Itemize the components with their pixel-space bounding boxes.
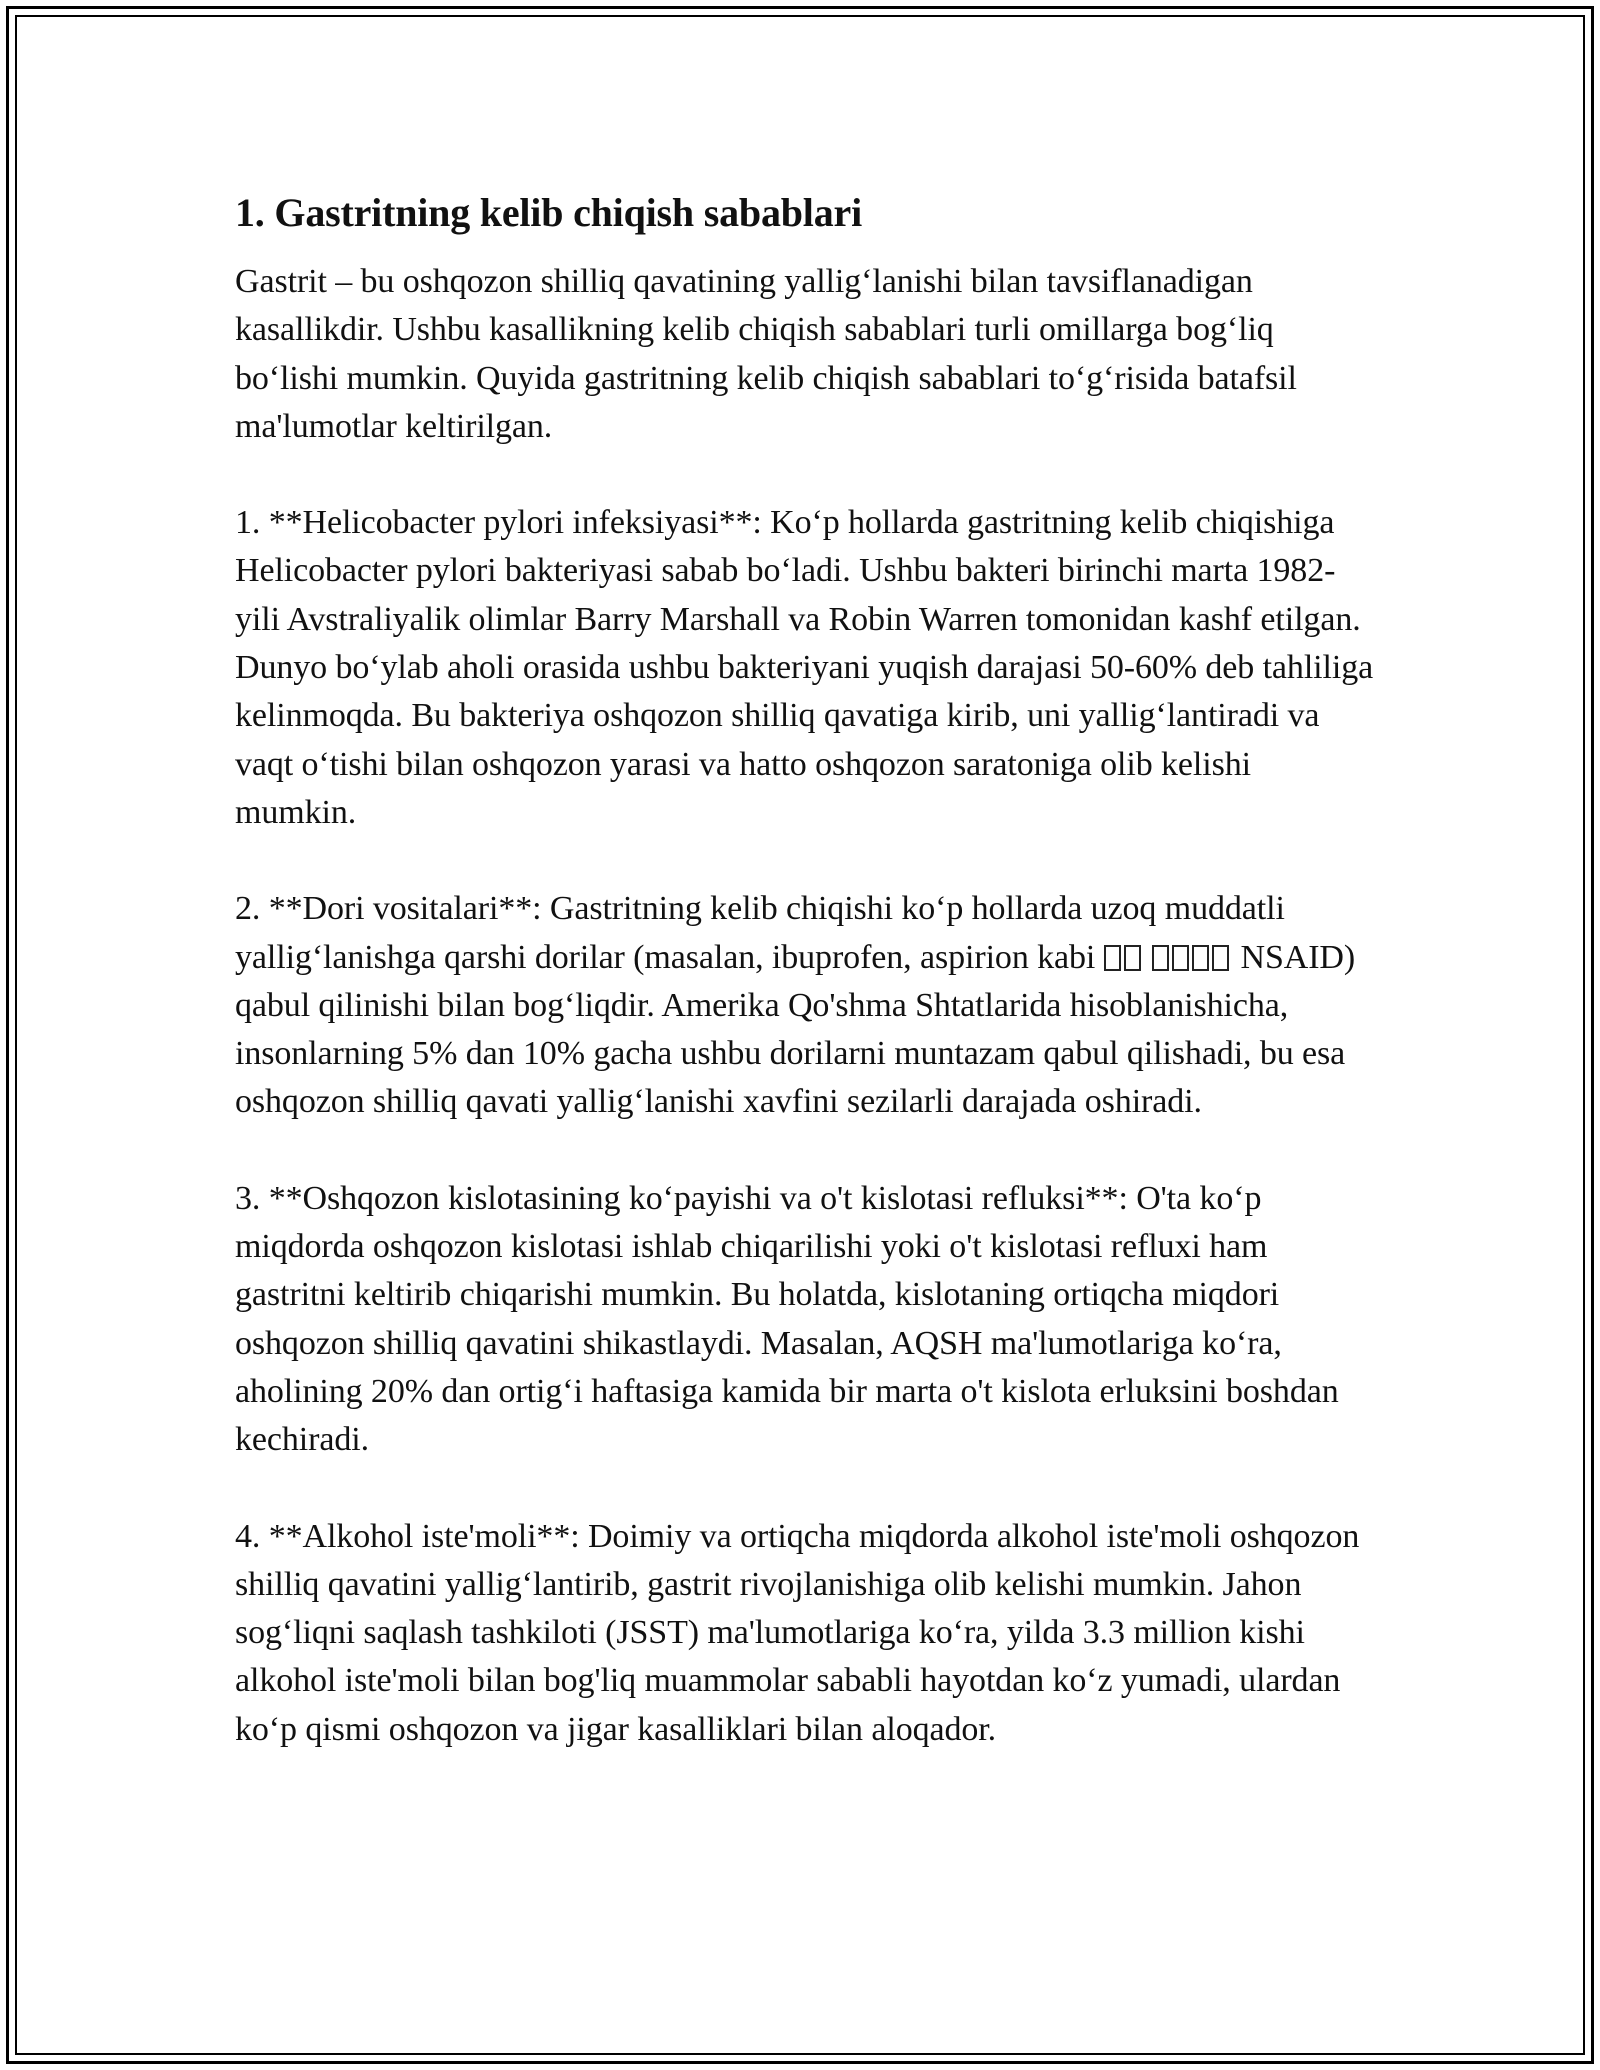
document-body <box>235 188 1375 1802</box>
missing-glyph-icon <box>1172 945 1189 971</box>
missing-glyph-icon <box>1212 945 1229 971</box>
missing-glyph-icon <box>1192 945 1209 971</box>
missing-glyph-icon <box>1104 945 1121 971</box>
missing-glyph-icon <box>1124 945 1141 971</box>
cause-item-acid-reflux: 3. **Oshqozon kislotasining ko‘payishi va o't kislotasi refluksi**: O'ta ko‘p miqdorda oshqozon kislotasi ishlab chiqarilishi yoki o't kislotasi refluxi ham gastritni keltirib chiqarishi mumkin. Bu holatda, kislotaning ortiqcha miqdori oshqozon shilliq qavatini shikastlaydi. Masalan, AQSH ma'lumotlariga ko‘ra, aholining 20% dan ortig‘i haftasiga kamida bir marta o't kislota erluksini boshdan kechiradi. <box>235 1179 1339 1459</box>
missing-glyph-icon <box>1152 945 1169 971</box>
cause-item-alcohol: 4. **Alkohol iste'moli**: Doimiy va ortiqcha miqdorda alkohol iste'moli oshqozon shilliq qavatini yallig‘lantirib, gastrit rivojlanishiga olib kelishi mumkin. Jahon sog‘liqni saqlash tashkiloti (JSST) ma'lumotlariga ko‘ra, yilda 3.3 million kishi alkohol iste'moli bilan bog'liq muammolar sababli hayotdan ko‘z yumadi, ulardan ko‘p qismi oshqozon va jigar kasalliklari bilan aloqador. <box>235 1517 1360 1748</box>
cause-item-medications-text-start: 2. **Dori vositalari**: Gastritning kelib chiqishi ko‘p hollarda uzoq muddatli yallig‘lanishga qarshi dorilar (masalan, ibuprofen, aspirion kabi <box>235 890 1285 976</box>
cause-item-helicobacter: 1. **Helicobacter pylori infeksiyasi**: Ko‘p hollarda gastritning kelib chiqishiga Helicobacter pylori bakteriyasi sabab bo‘ladi. Ushbu bakteri birinchi marta 1982-yili Avstraliyalik olimlar Barry Marshall va Robin Warren tomonidan kashf etilgan. Dunyo bo‘ylab aholi orasida ushbu bakteriyani yuqish darajasi 50-60% deb tahliliga kelinmoqda. Bu bakteriya oshqozon shilliq qavatiga kirib, uni yallig‘lantiradi va vaqt o‘tishi bilan oshqozon yarasi va hatto oshqozon saratoniga olib kelishi mumkin. <box>235 504 1374 831</box>
cause-item-medications-text-end: NSAID) qabul qilinishi bilan bog‘liqdir. Amerika Qo'shma Shtatlarida hisoblanishicha, insonlarning 5% dan 10% gacha ushbu dorilarni muntazam qabul qilishadi, bu esa oshqozon shilliq qavati yallig‘lanishi xavfini sezilarli darajada oshiradi. <box>235 938 1356 1121</box>
section-heading: 1. Gastritning kelib chiqish sabablari <box>235 190 862 235</box>
intro-paragraph: Gastrit – bu oshqozon shilliq qavatining yallig‘lanishi bilan tavsiflanadigan kasallikdir. Ushbu kasallikning kelib chiqish sabablari turli omillarga bog‘liq bo‘lishi mumkin. Quyida gastritning kelib chiqish sabablari to‘g‘risida batafsil ma'lumotlar keltirilgan. <box>235 263 1297 445</box>
cause-item-medications <box>235 885 1375 1126</box>
